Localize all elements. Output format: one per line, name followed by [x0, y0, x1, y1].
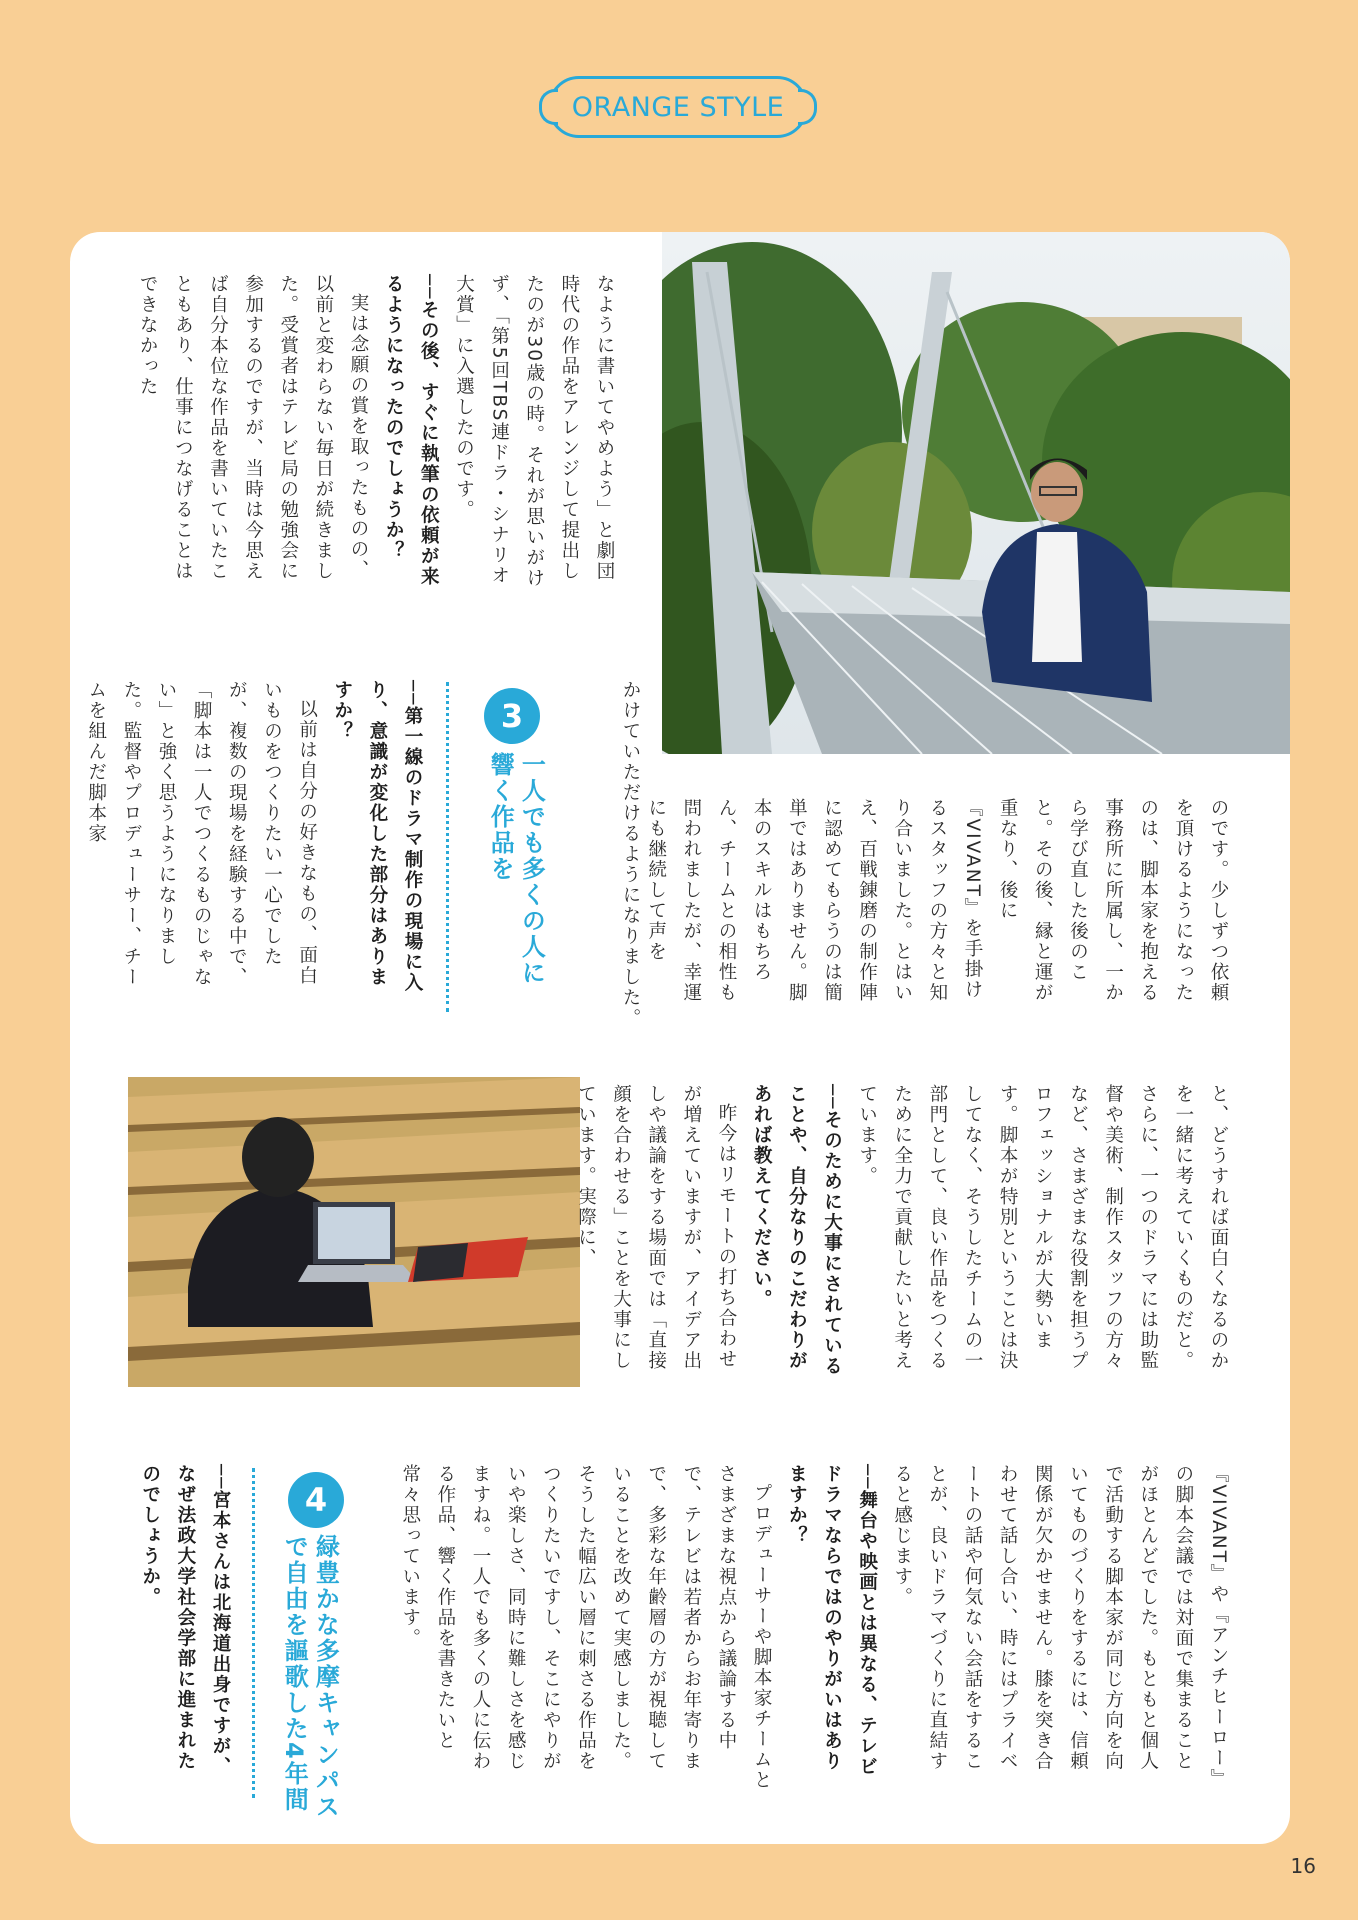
question: ──舞台や映画とは異なる、テレビドラマならではのやりがいはありますか？ [786, 1464, 878, 1778]
question: ──第一線のドラマ制作の現場に入り、意識が変化した部分はありますか？ [331, 680, 423, 994]
question: ──その後、すぐに執筆の依頼が来るようになったのでしょうか？ [383, 274, 440, 588]
column-section4 [128, 1464, 238, 1790]
paragraph: 以前は自分の好きなもの、面白いものをつくりたい一心でしたが、複数の現場を経験する中で、「脚本は一人でつくるものじゃない」と強く思うようになりました。監督やプロデューサー、チームを組んだ脚本家 [85, 680, 318, 988]
column-right-mid [639, 798, 1236, 1008]
section-heading: 一人でも多くの人に響く作品を [486, 752, 546, 986]
paragraph: プロデューサーや脚本家チームとさまざまな視点から議論する中で、テレビは若者からお年寄りまで、多彩な年齢層の方が視聴していることを改めて実感しました。そうした幅広い層に刺さる作品をつくりたいですし、そこにやりがいや楽しさ、同時に難しさを感じますね。一人でも多くの人に伝わる作品、響く作品を書きたいと常々思っています。 [399, 1464, 773, 1790]
section-divider [446, 682, 449, 1012]
orange-style-badge [548, 76, 808, 138]
lecture-hall-photo [128, 1077, 580, 1387]
bridge-portrait-photo [662, 232, 1290, 754]
paragraph: 実は念願の賞を取ったものの、以前と変わらない毎日が続きました。受賞者はテレビ局の勉強会に参加するのですが、当時は今思えば自分本位な作品を書いていたこともあり、仕事につなげることはできなかった [137, 274, 370, 582]
badge-label: ORANGE STYLE [571, 91, 785, 123]
question: ──宮本さんは北海道出身ですが、なぜ法政大学社会学部に進まれたのでしょうか。 [139, 1464, 231, 1778]
paragraph: かけていただけるようになりました。 [620, 680, 641, 1029]
paragraph: と、どうすれば面白くなるのかを一緒に考えていくものだと。さらに、一つのドラマには助監督や美術、制作スタッフの方々など、さまざまな役割を担うプロフェッショナルが大勢います。脚本が特別ということは決してなく、そうしたチームの一部門として、良い作品をつくるために全力で貢献したいと考えています。 [856, 1084, 1229, 1371]
page-number: 16 [1290, 1854, 1316, 1878]
paragraph: 昨今はリモートの打ち合わせが増えていますが、アイデア出しや議論をする場面では「直接顔を合わせる」ことを大事にしています。実際に、 [575, 1084, 738, 1371]
column-section3 [79, 680, 430, 998]
question: ──そのために大事にされていることや、自分なりのこだわりがあれば教えてください。 [751, 1084, 843, 1377]
column-top-left [130, 274, 622, 592]
column-right-lower [568, 1084, 1236, 1384]
paragraph: なように書いてやめよう」と劇団時代の作品をアレンジして提出したのが30歳の時。それが思いがけず、「第5回TBS連ドラ・シナリオ大賞」に入選したのです。 [453, 274, 615, 589]
section-heading: 緑豊かな多摩キャンパスで自由を謳歌した4年間 [280, 1534, 340, 1820]
section-divider [252, 1468, 255, 1798]
article-card [70, 232, 1290, 1844]
section-number-badge: 4 [288, 1472, 344, 1528]
paragraph: のです。少しずつ依頼を頂けるようになったのは、脚本家を抱える事務所に所属し、一から学び直した後のこと。その後、縁と運が重なり、後に『VIVANT』を手掛けるスタッフの方々と知り合いました。とはいえ、百戦錬磨の制作陣に認めてもらうのは簡単ではありません。脚本のスキルはもちろん、チームとの相性も問われましたが、幸運にも継続して声を [645, 798, 1229, 1003]
section-number-badge: 3 [484, 688, 540, 744]
paragraph: 『VIVANT』や『アンチヒーロー』の脚本会議では対面で集まることがほとんどでした。もともと個人で活動する脚本家が同じ方向を向いてものづくりをするには、信頼関係が欠かせません。膝を突き合わせて話し合い、時にはプライベートの話や何気ない会話をすることが、良いドラマづくりに直結すると感じます。 [891, 1464, 1229, 1790]
column-bottom-right [393, 1464, 1236, 1790]
